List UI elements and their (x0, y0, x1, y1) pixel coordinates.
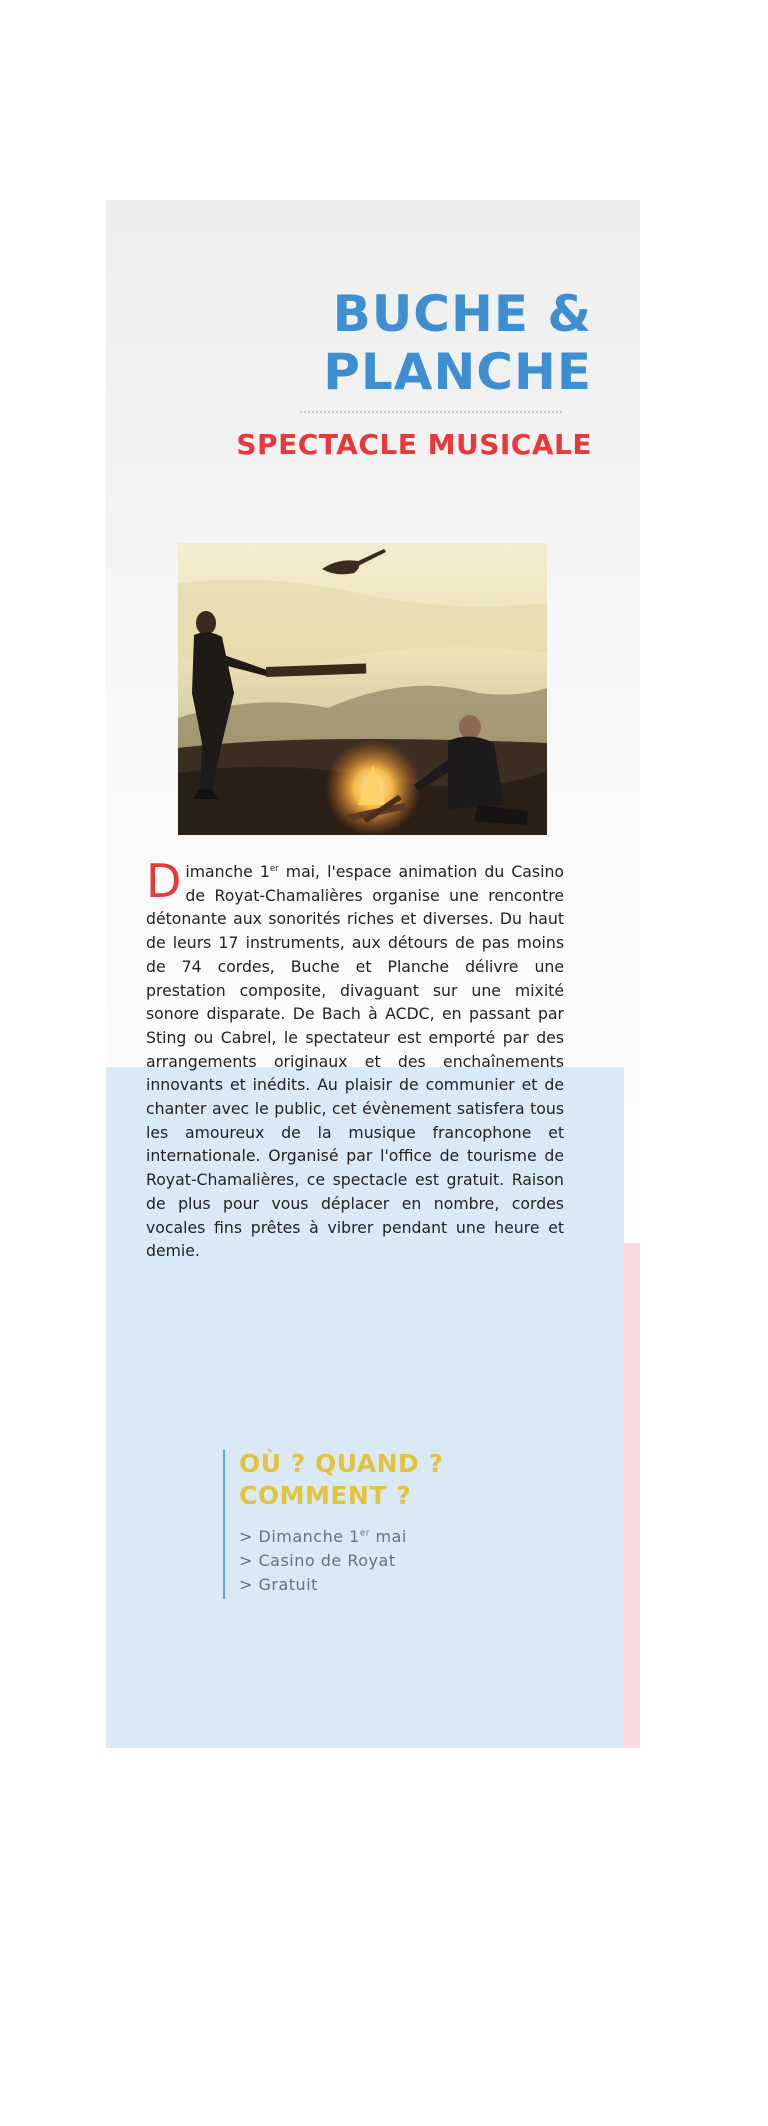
dropcap: D (146, 854, 182, 908)
accent-strip (624, 1243, 640, 1748)
body-text: mai, l'espace animation du Casino de Royat-Chamalières organise une rencontre détonante aux sonorités riches et diverses. Du haut de leurs 17 instruments, aux détours de pas moins de 74 cordes, Buche et Planche délivre une prestation composite, divaguant sur une mixité sonore disparate. De Bach à ACDC, en passant par Sting ou Cabrel, le spectateur est emporté par des arrangements originaux et des enchaînements innovants et inédits. Au plaisir de communier et de chanter avec le public, cet évènement satisfera tous les amoureux de la musique francophone et internationale. Organisé par l'office de tourisme de Royat-Chamalières, ce spectacle est gratuit. Raison de plus pour vous déplacer en nombre, cordes vocales fins prêtes à vibrer pendant une heure et demie. (146, 862, 564, 1261)
info-item-date-start: > Dimanche 1 (239, 1527, 360, 1546)
musicians-photo-icon (178, 543, 547, 835)
info-item-price: > Gratuit (239, 1575, 318, 1594)
info-item-date-superscript: er (359, 1528, 370, 1539)
article-subtitle: SPECTACLE MUSICALE (236, 428, 592, 461)
article-title (323, 285, 592, 401)
title-line-1: BUCHE & (332, 285, 592, 343)
article-body (146, 854, 564, 1263)
info-title-line-1: OÙ ? QUAND ? (239, 1449, 444, 1478)
title-divider (300, 411, 562, 413)
info-item-date (239, 1525, 407, 1549)
info-item-date-end: mai (369, 1527, 407, 1546)
body-intro: imanche 1 (185, 862, 270, 881)
info-item-place: > Casino de Royat (239, 1551, 396, 1570)
body-intro-superscript: er (269, 863, 279, 874)
info-list (239, 1525, 407, 1597)
info-accent-bar (223, 1450, 225, 1599)
title-line-2: PLANCHE (323, 343, 592, 401)
info-title (239, 1448, 443, 1512)
info-title-line-2: COMMENT ? (239, 1481, 412, 1510)
